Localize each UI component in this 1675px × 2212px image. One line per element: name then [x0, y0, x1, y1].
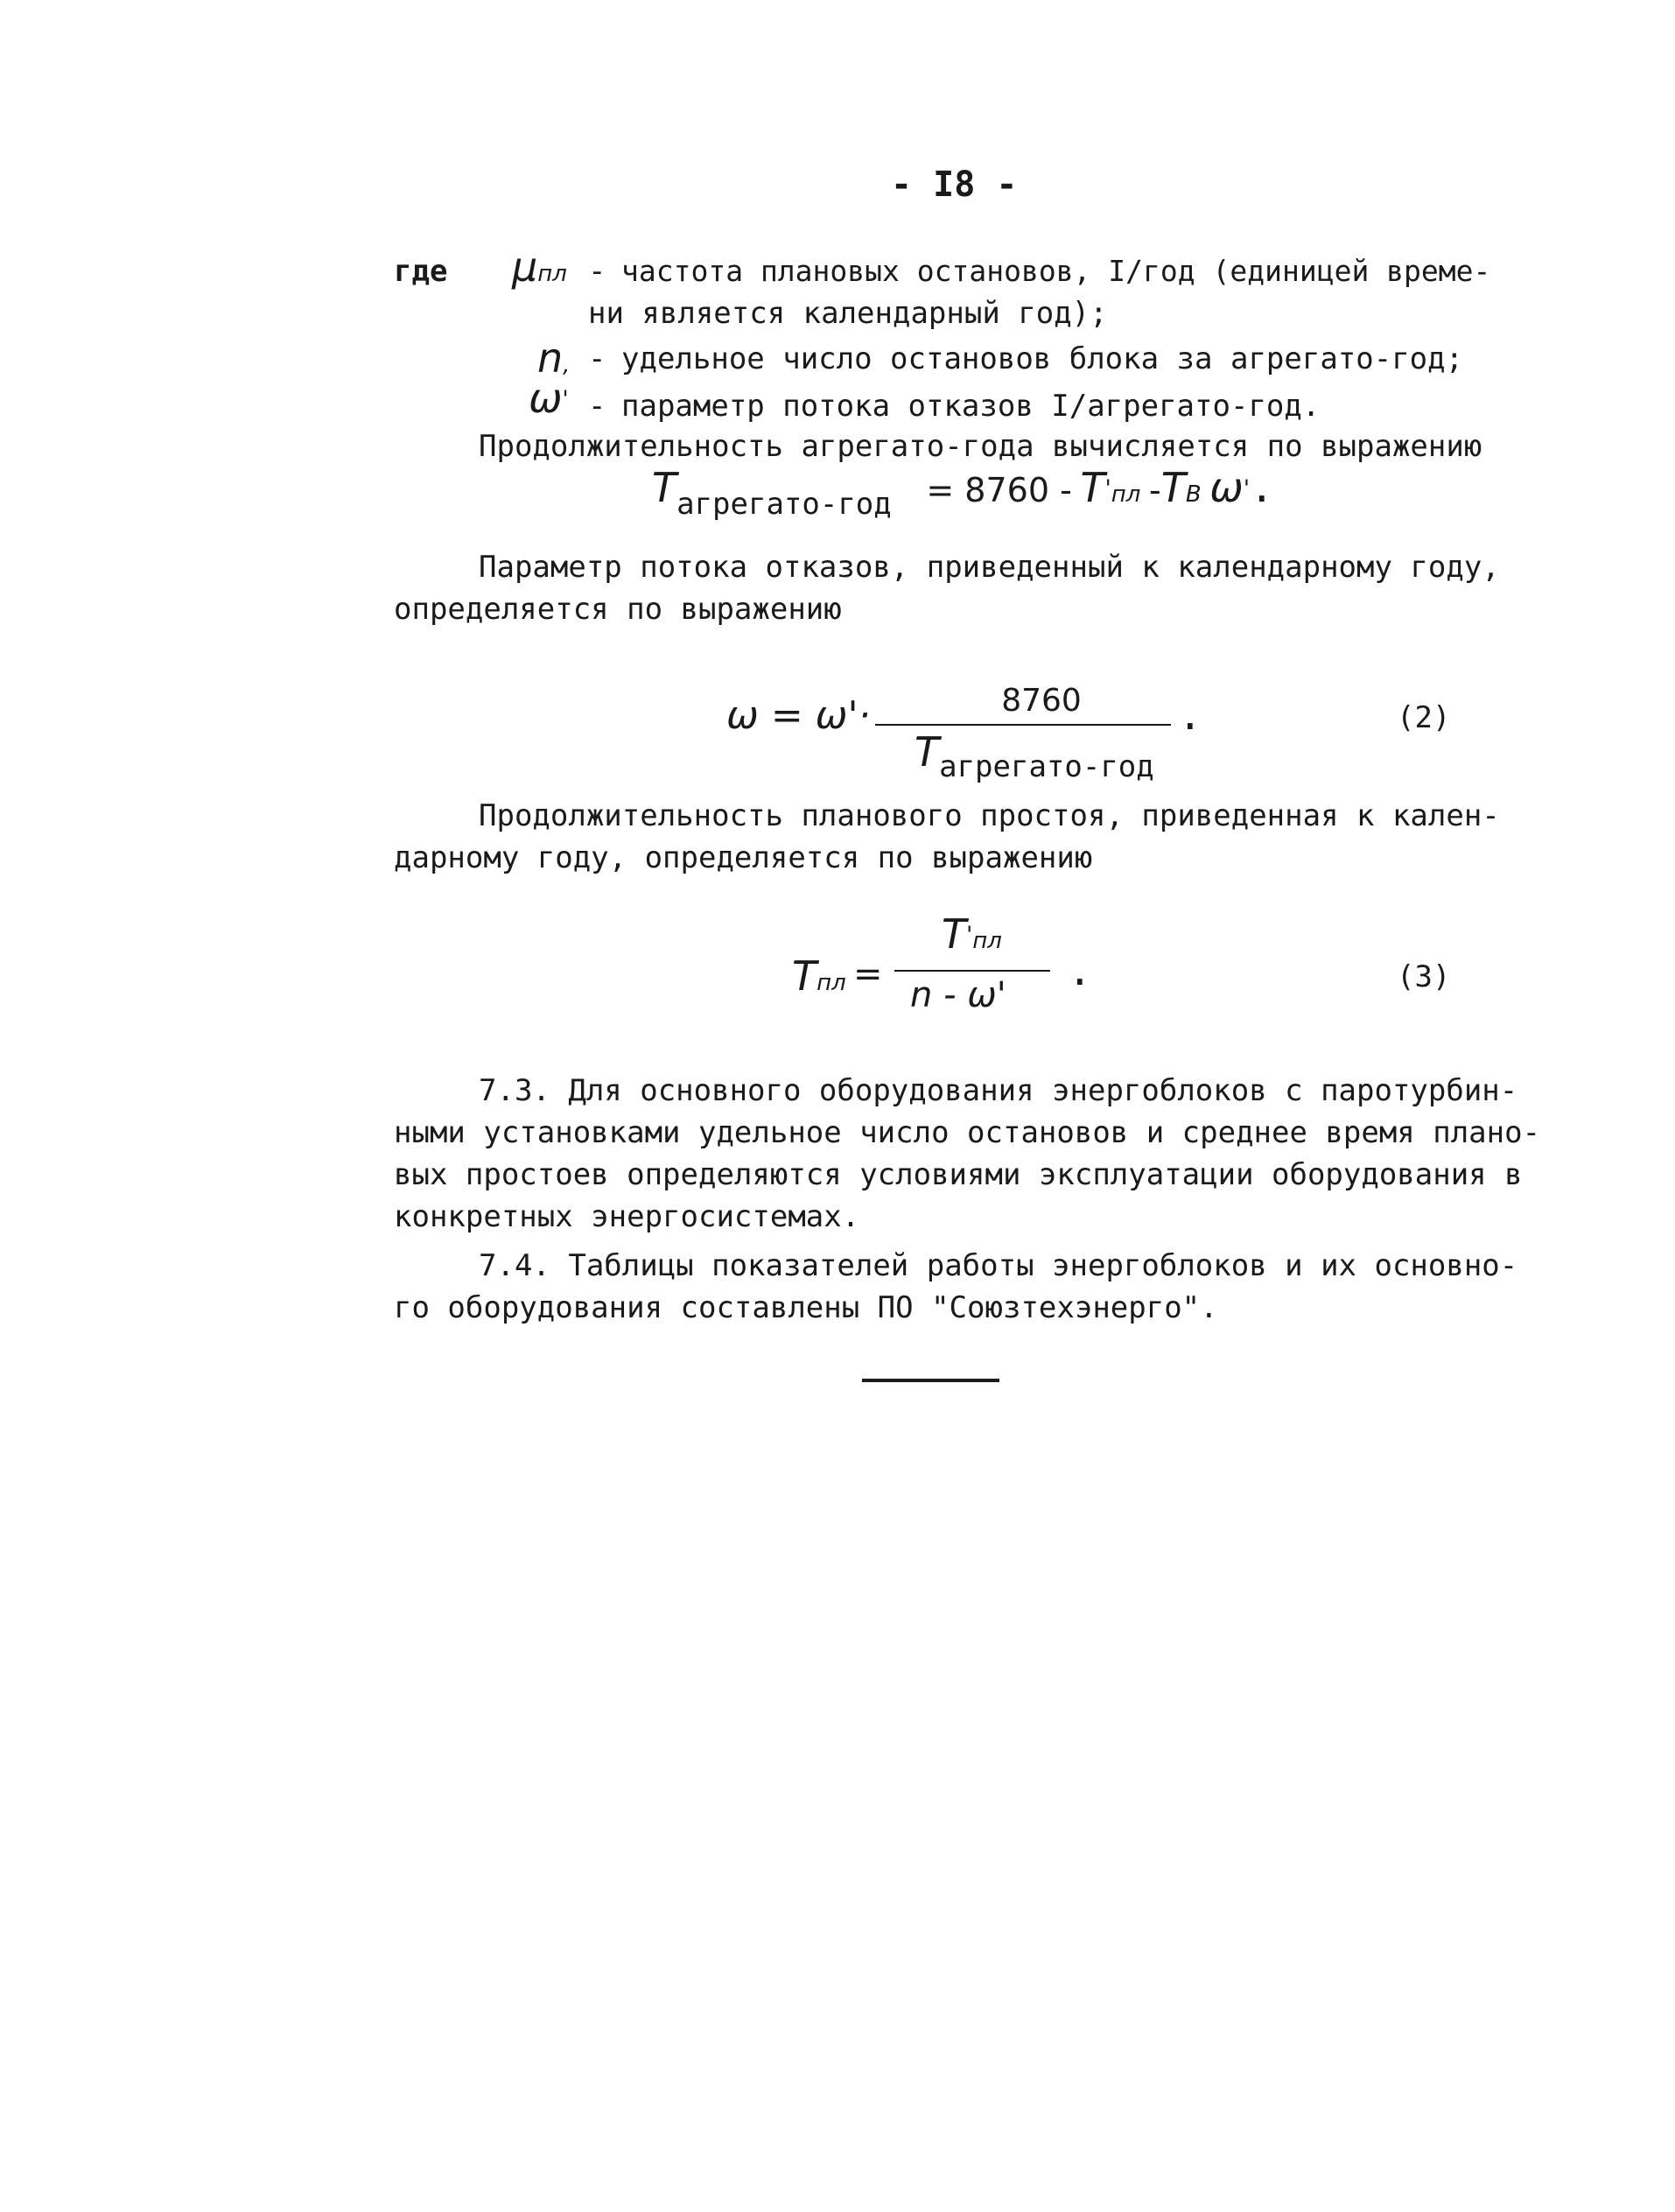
formula-3-number: (3) [1397, 959, 1451, 994]
end-divider [862, 1379, 999, 1382]
definition-omega [529, 375, 569, 422]
formula-3-num-symbol: T [942, 910, 967, 958]
formula-1-rhs: = 8760 - [926, 471, 1072, 509]
formula-1-omega: ω [1209, 464, 1244, 511]
section-7-4-line-2: го оборудования составлены ПО "Союзтехэнерго". [394, 1290, 1218, 1325]
formula-1-tb-subscript: В [1185, 481, 1202, 508]
formula-2-den-subscript: агрегато-год [939, 749, 1154, 784]
section-7-3-line-3: вых простоев определяются условиями эксплуатации оборудования в [394, 1157, 1523, 1192]
formula-3-equals: = [853, 954, 883, 994]
formula-1-end: . [1249, 464, 1274, 511]
formula-1-omega-prime: ' [1243, 475, 1250, 502]
paragraph-failure-line-2: определяется по выражению [394, 592, 842, 627]
formula-2-numerator: 8760 [1001, 683, 1082, 719]
formula-1-t-subscript: пл [1111, 481, 1141, 508]
definition-mu [512, 243, 567, 291]
formula-1 [652, 464, 1274, 522]
definition-mu-text-1: частота плановых остановов, I/год (единицей време- [621, 254, 1491, 288]
section-7-4-line-1: 7.4. Таблицы показателей работы энергоблоков и их основно- [479, 1248, 1518, 1283]
section-7-3-line-1: 7.3. Для основного оборудования энергоблоков с паротурбин- [479, 1073, 1518, 1108]
formula-3-lhs [792, 952, 846, 1000]
formula-3-numerator [942, 910, 1002, 958]
section-7-3-line-4: конкретных энергосистемах. [394, 1199, 860, 1234]
paragraph-planned-line-1: Продолжительность планового простоя, приведенная к кален- [479, 798, 1500, 833]
formula-1-t-symbol: T [1080, 464, 1105, 511]
formula-2-end: . [1178, 692, 1202, 739]
omega-prime: ' [562, 386, 569, 413]
definition-n-text: удельное число остановов блока за агрегато-год; [621, 341, 1464, 376]
formula-2-lhs: ω = ω'· [726, 693, 871, 738]
mu-symbol: μ [512, 243, 538, 291]
paragraph-planned-line-2: дарному году, определяется по выражению [394, 840, 1093, 875]
page-number: - I8 - [891, 165, 1018, 205]
formula-2-denominator [915, 728, 1154, 784]
mu-subscript: пл [537, 261, 567, 287]
formula-3-denominator: n - ω' [910, 975, 1006, 1015]
paragraph-duration: Продолжительность агрегато-года вычисляется по выражению [479, 429, 1482, 464]
formula-2-number: (2) [1397, 700, 1451, 735]
formula-1-minus: - [1148, 471, 1161, 509]
where-label: где [394, 254, 448, 289]
formula-3-lhs-symbol: T [792, 952, 817, 1000]
n-symbol: n [537, 334, 564, 382]
paragraph-failure-line-1: Параметр потока отказов, приведенный к календарному году, [479, 550, 1500, 585]
section-7-3-line-2: ными установками удельное число остановов и среднее время плано- [394, 1115, 1541, 1150]
formula-1-lhs-subscript: агрегато-год [676, 487, 892, 522]
formula-1-lhs-symbol: T [652, 464, 677, 511]
formula-2-den-symbol: T [915, 728, 940, 776]
definition-omega-text: параметр потока отказов I/агрегато-год. [621, 389, 1321, 424]
omega-symbol: ω [529, 375, 563, 422]
formula-3-fraction-bar [894, 970, 1050, 972]
definition-mu-text-2: ни является календарный год); [588, 296, 1108, 331]
n-superscript: , [563, 352, 571, 378]
formula-3-num-prime: ' [966, 922, 973, 949]
formula-3-end: . [1068, 947, 1092, 994]
definition-omega-dash: - [588, 389, 606, 424]
definition-mu-dash: - [588, 254, 606, 289]
formula-3-num-subscript: пл [972, 928, 1002, 954]
formula-1-tb-symbol: T [1160, 464, 1186, 511]
formula-1-t-prime: ' [1104, 475, 1111, 502]
formula-3-lhs-subscript: пл [816, 970, 846, 996]
formula-2-fraction-bar [875, 724, 1171, 726]
definition-n-dash: - [588, 341, 606, 376]
